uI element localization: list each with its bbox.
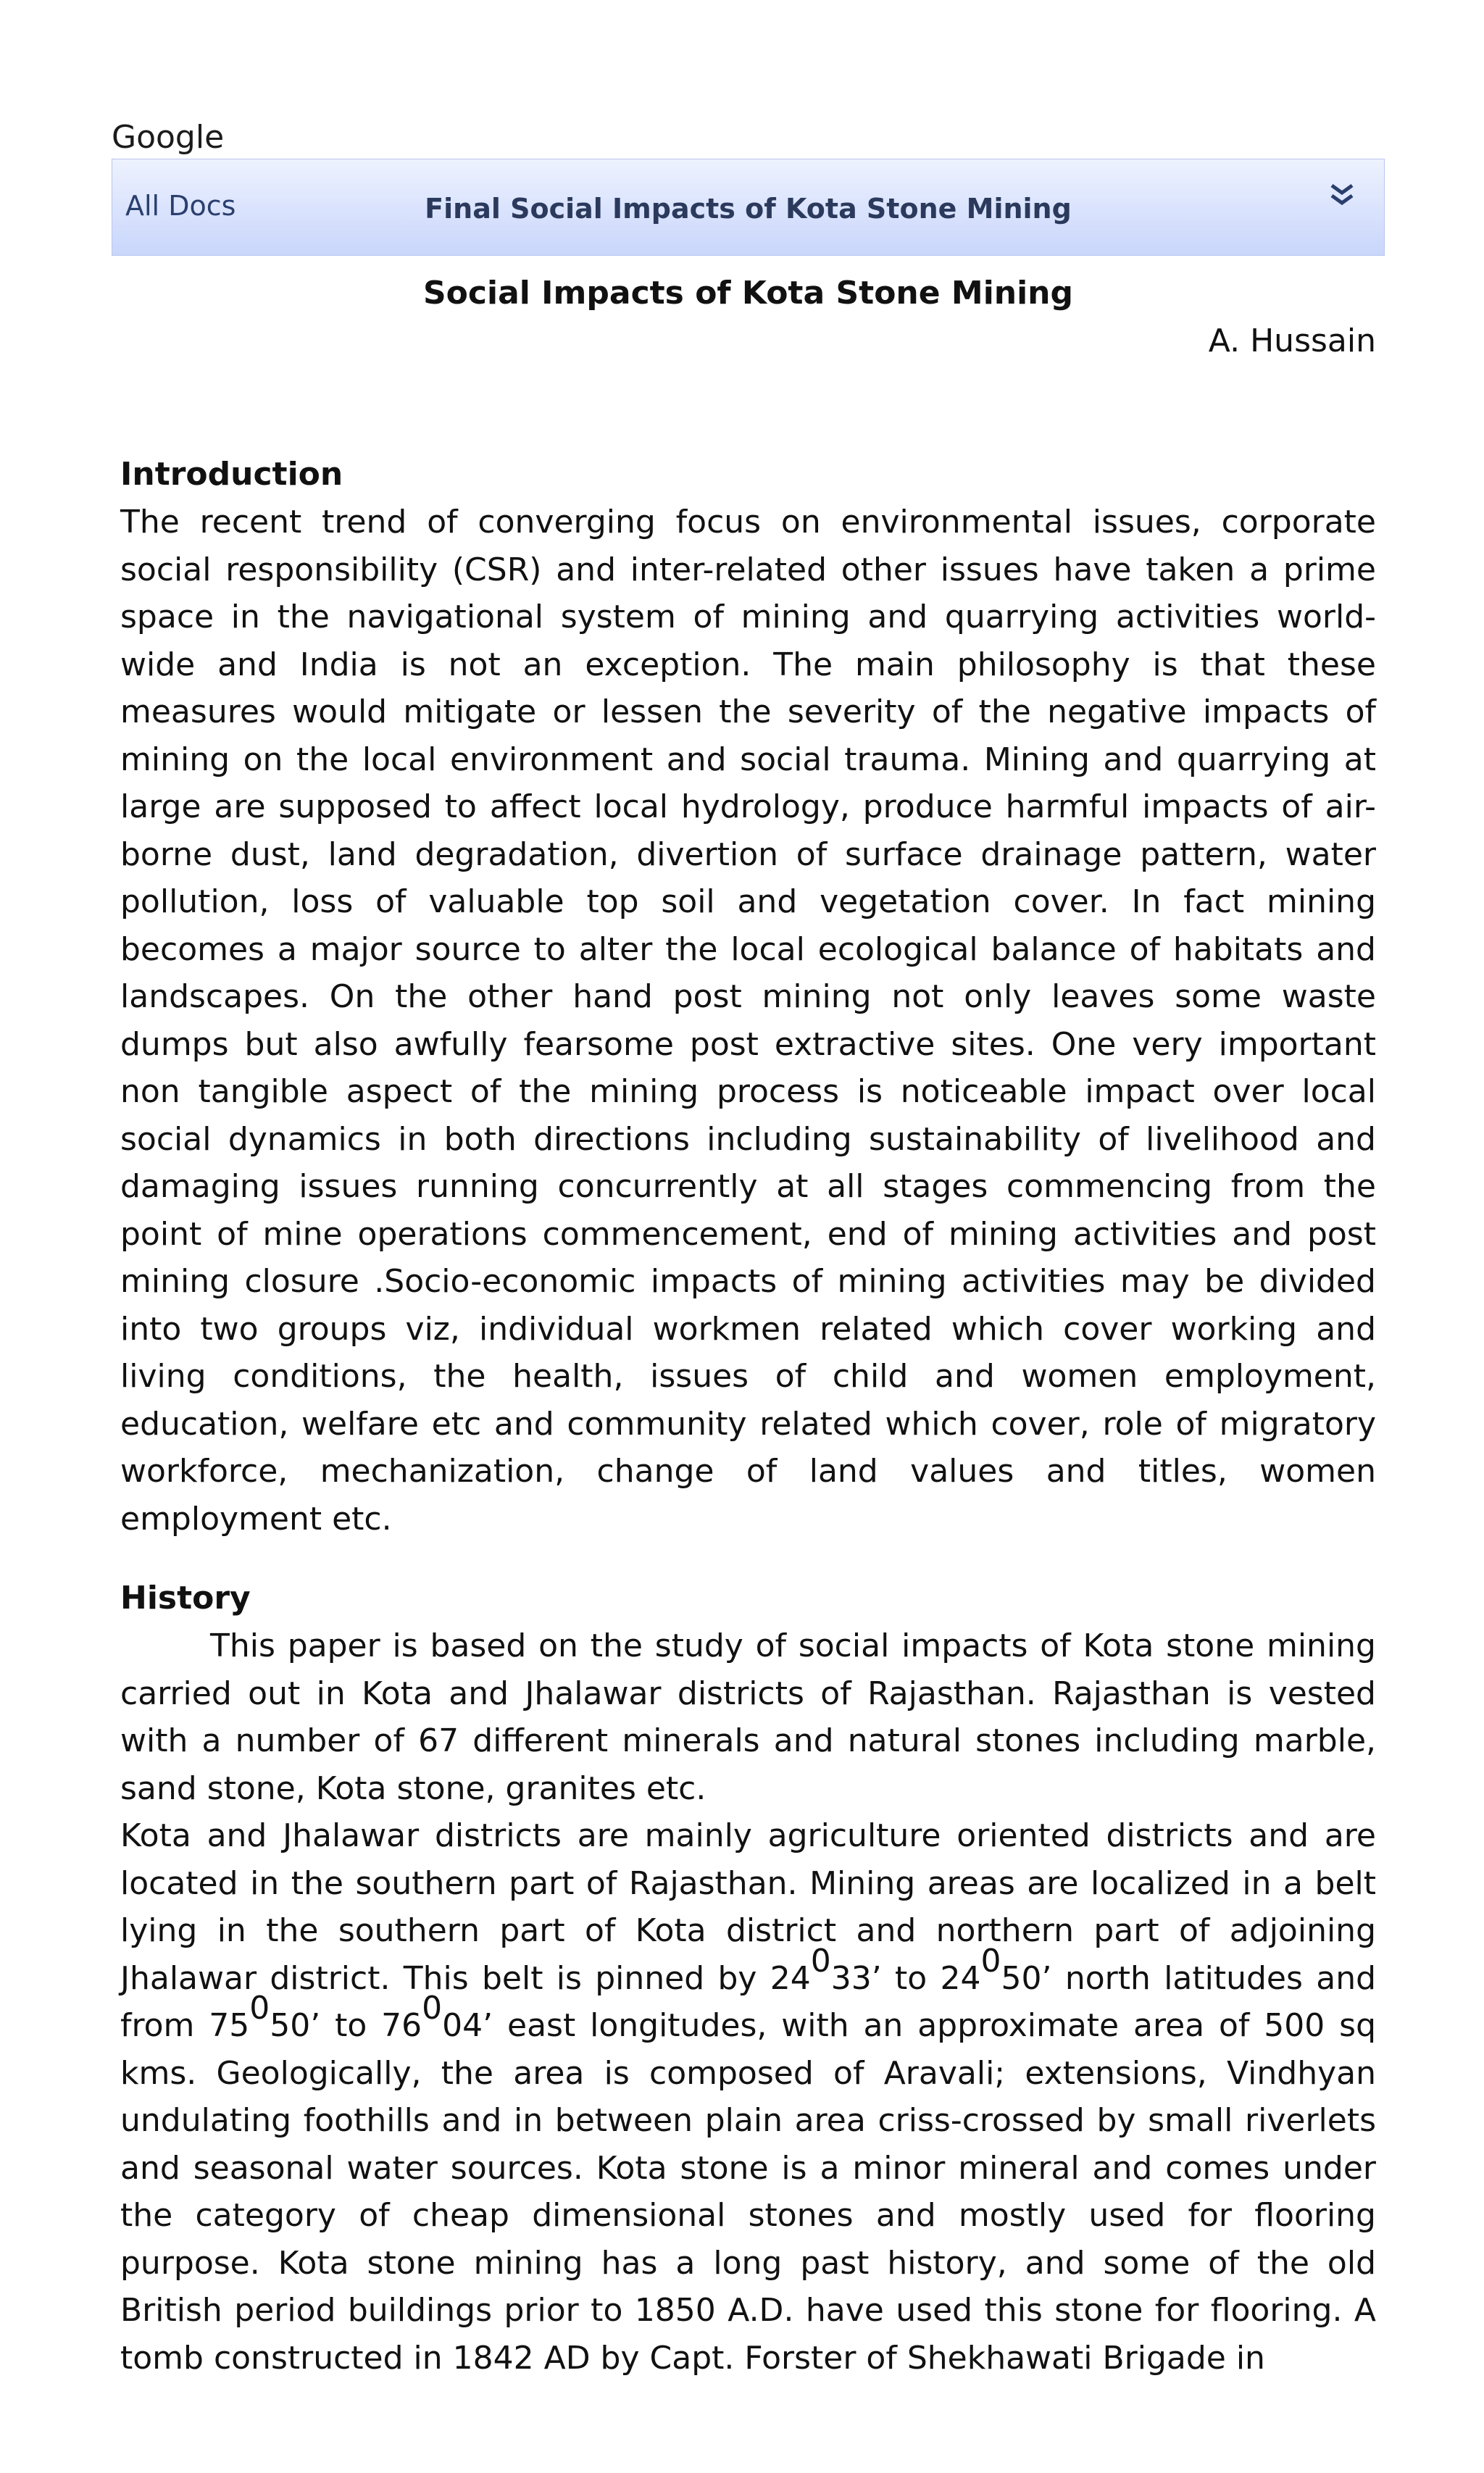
degree-mark: 0 [422,1990,443,2027]
history-text-d: 50’ to 76 [270,2007,422,2044]
document-title: Social Impacts of Kota Stone Mining [422,275,1073,312]
degree-mark: 0 [249,1990,270,2027]
double-chevron-down-icon[interactable] [1327,175,1356,219]
degree-mark: 0 [980,1942,1001,1980]
introduction-heading: Introduction [120,456,343,493]
degree-mark: 0 [810,1942,831,1980]
history-paragraph-1: This paper is based on the study of social impacts of Kota stone mining carried out in Kota and Jhalawar districts of Rajasthan. Rajasthan is vested with a number of 67 different minerals and natural stones including marble, sand stone, Kota stone, granites etc. [120,1627,1376,1807]
introduction-paragraph: The recent trend of converging focus on environmental issues, corporate social responsibility (CSR) and inter-related other issues have taken a prime space in the navigational system of mining and quarrying activities world-wide and India is not an exception. The main philosophy is that these measures would mitigate or lessen the severity of the negative impacts of mining on the local environment and social trauma. Mining and quarrying at large are supposed to affect local hydrology, produce harmful impacts of air-borne dust, land degradation, divertion of surface drainage pattern, water pollution, loss of valuable top soil and vegetation cover. In fact mining becomes a major source to alter the local ecological balance of habitats and landscapes. On the other hand post mining not only leaves some waste dumps but also awfully fearsome post extractive sites. One very important non tangible aspect of the mining process is noticeable impact over local social dynamics in both directions including sustainability of livelihood and damaging issues running concurrently at all stages commencing from the point of mine operations commencement, end of mining activities and post mining closure .Socio-economic impacts of mining activities may be divided into two groups viz, individual workmen related which cover working and living conditions, the health, issues of child and women employment, education, welfare etc and community related which cover, role of migratory workforce, mechanization, change of land values and titles, women employment etc. [120,504,1376,1538]
history-text-a: Kota and Jhalawar districts are mainly agriculture oriented districts and are located in the southern part of Rajasthan. Mining areas are localized in a belt lying in the southern part of Kota district and northern part of adjoining Jhalawar district. This belt is pinned by 24 [120,1817,1376,1997]
toolbar-doc-title: Final Social Impacts of Kota Stone Mining [425,193,1072,225]
document-toolbar [112,159,1385,256]
history-text-e: 04’ east longitudes, with an approximate area of 500 sq kms. Geologically, the area is composed of Aravali; extensions, Vindhyan undulating foothills and in between plain area criss-crossed by small riverlets and seasonal water sources. Kota stone is a minor mineral and comes under the category of cheap dimensional stones and mostly used for flooring purpose. Kota stone mining has a long past history, and some of the old British period buildings prior to 1850 A.D. have used this stone for flooring. A tomb constructed in 1842 AD by Capt. Forster of Shekhawati Brigade in [120,2007,1377,2377]
google-brand: Google [112,119,225,156]
document-author: A. Hussain [1208,322,1376,359]
document-body [120,270,1376,2382]
history-text-b: 33’ to 24 [830,1959,981,1997]
history-text-c: 50’ north latitudes and from 75 [120,1959,1377,2044]
all-docs-link[interactable]: All Docs [125,190,236,222]
history-heading: History [120,1580,251,1617]
history-paragraph-2 [120,1812,1376,2382]
